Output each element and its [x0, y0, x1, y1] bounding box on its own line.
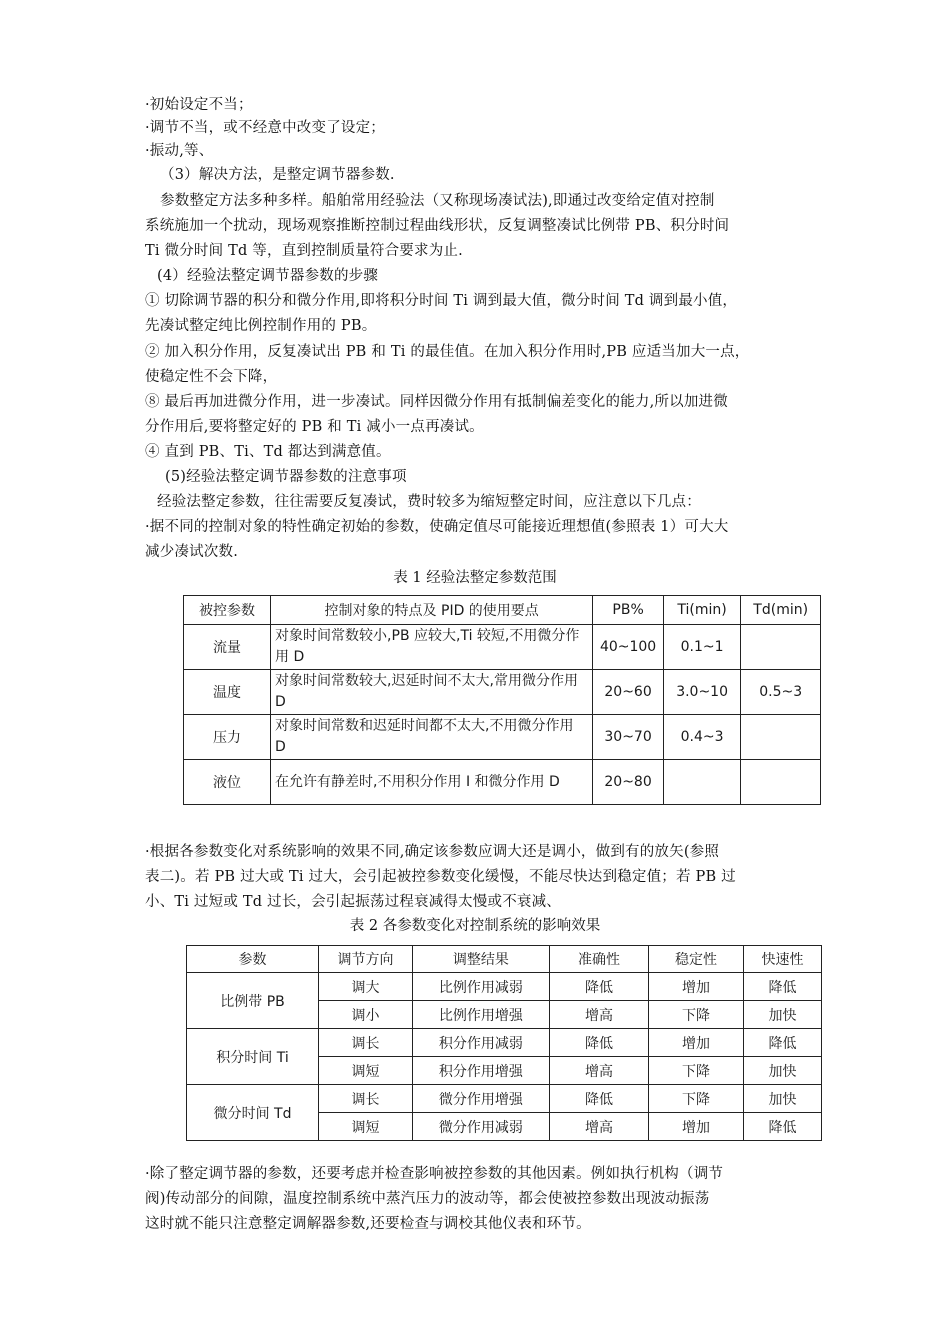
bullet-other-factors-line-3: 这时就不能只注意整定调解器参数,还要检查与调校其他仪表和环节。 — [145, 1216, 591, 1232]
table-1-header-row — [184, 596, 821, 625]
table-row — [184, 670, 821, 715]
table-1-pb: 30~70 — [593, 715, 664, 760]
table-2-result: 微分作用增强 — [412, 1085, 549, 1113]
table-row — [184, 715, 821, 760]
table-2-header-cell: 准确性 — [549, 946, 648, 973]
table-2-direction: 调短 — [319, 1057, 413, 1085]
table-row — [187, 1029, 822, 1057]
table-1-td — [741, 760, 821, 805]
table-2-speed: 加快 — [744, 1085, 822, 1113]
paragraph-method-line-1: 参数整定方法多种多样。船舶常用经验法（又称现场凑试法),即通过改变给定值对控制 — [160, 193, 715, 209]
paragraph-method-line-2: 系统施加一个扰动，现场观察推断控制过程曲线形状，反复调整凑试比例带 PB、积分时间 — [145, 218, 730, 234]
table-2-direction: 调长 — [319, 1029, 413, 1057]
table-2-header-cell: 快速性 — [744, 946, 822, 973]
table-2-direction: 调短 — [319, 1113, 413, 1141]
section-4-heading: (4）经验法整定调节器参数的步骤 — [157, 268, 379, 284]
table-2-stability: 下降 — [648, 1085, 743, 1113]
table-2-accuracy: 降低 — [549, 1085, 648, 1113]
table-2-direction: 调长 — [319, 1085, 413, 1113]
table-2-accuracy: 降低 — [549, 973, 648, 1001]
table-1-td — [741, 625, 821, 670]
table-2-result: 积分作用减弱 — [412, 1029, 549, 1057]
table-2-param: 微分时间 Td — [187, 1085, 319, 1141]
table-2-param: 积分时间 Ti — [187, 1029, 319, 1085]
table-1-param-ranges — [183, 595, 821, 805]
table-2-param-effects — [186, 945, 822, 1141]
table-1-header-cell: 控制对象的特点及 PID 的使用要点 — [271, 596, 593, 625]
table-2-stability: 增加 — [648, 1029, 743, 1057]
paragraph-method-line-3: Ti 微分时间 Td 等，直到控制质量符合要求为止. — [145, 243, 463, 259]
bullet-vibration: ·振动,等、 — [145, 143, 214, 159]
step-2-line-2: 使稳定性不会下降， — [145, 369, 278, 385]
table-1-param: 压力 — [184, 715, 271, 760]
bullet-other-factors-line-1: ·除了整定调节器的参数，还要考虑并检查影响被控参数的其他因素。例如执行机构（调节 — [145, 1166, 724, 1182]
table-2-accuracy: 降低 — [549, 1029, 648, 1057]
table-2-speed: 加快 — [744, 1001, 822, 1029]
table-row — [187, 973, 822, 1001]
table-2-header-cell: 调整结果 — [412, 946, 549, 973]
table-1-header-cell: 被控参数 — [184, 596, 271, 625]
table-2-accuracy: 增高 — [549, 1057, 648, 1085]
table-1-pb: 20~60 — [593, 670, 664, 715]
table-1-ti: 0.4~3 — [663, 715, 741, 760]
step-1-line-1: ① 切除调节器的积分和微分作用,即将积分时间 Ti 调到最大值，微分时间 Td 调到最小值， — [145, 293, 738, 309]
table-row — [187, 1085, 822, 1113]
table-row — [184, 625, 821, 670]
table-2-header-row — [187, 946, 822, 973]
table-1-param: 温度 — [184, 670, 271, 715]
table-2-caption: 表 2 各参数变化对控制系统的影响效果 — [349, 918, 601, 934]
step-2-line-1: ② 加入积分作用，反复凑试出 PB 和 Ti 的最佳值。在加入积分作用时,PB 应适当加大一点， — [145, 344, 750, 360]
bullet-improper-adjustment: ·调节不当，或不经意中改变了设定； — [145, 120, 386, 136]
table-2-result: 比例作用增强 — [412, 1001, 549, 1029]
table-2-accuracy: 增高 — [549, 1113, 648, 1141]
table-1-ti — [663, 760, 741, 805]
table-2-stability: 增加 — [648, 1113, 743, 1141]
table-1-desc: 在允许有静差时,不用积分作用 I 和微分作用 D — [271, 760, 593, 805]
table-2-stability: 增加 — [648, 973, 743, 1001]
table-1-ti: 0.1~1 — [663, 625, 741, 670]
table-1-caption: 表 1 经验法整定参数范围 — [393, 570, 557, 586]
table-1-param: 液位 — [184, 760, 271, 805]
table-1-td: 0.5~3 — [741, 670, 821, 715]
table-1-desc: 对象时间常数和迟延时间都不太大,不用微分作用 D — [271, 715, 593, 760]
bullet-other-factors-line-2: 阀)传动部分的间隙，温度控制系统中蒸汽压力的波动等，都会使被控参数出现波动振荡 — [145, 1191, 710, 1207]
bullet-param-effects-line-3: 小、Ti 过短或 Td 过长，会引起振荡过程衰减得太慢或不衰减、 — [145, 894, 561, 910]
step-1-line-2: 先凑试整定纯比例控制作用的 PB。 — [145, 318, 377, 334]
table-2-result: 比例作用减弱 — [412, 973, 549, 1001]
bullet-param-effects-line-1: ·根据各参数变化对系统影响的效果不同,确定该参数应调大还是调小，做到有的放矢(参照 — [145, 844, 720, 860]
table-2-header-cell: 调节方向 — [319, 946, 413, 973]
table-1-param: 流量 — [184, 625, 271, 670]
table-1-header-cell: Td(min) — [741, 596, 821, 625]
table-2-speed: 降低 — [744, 1113, 822, 1141]
step-3-line-1: ⑧ 最后再加进微分作用，进一步凑试。同样因微分作用有抵制偏差变化的能力,所以加进微 — [145, 394, 728, 410]
table-2-accuracy: 增高 — [549, 1001, 648, 1029]
bullet-initial-params-line-1: ·据不同的控制对象的特性确定初始的参数，使确定值尽可能接近理想值(参照表 1）可大大 — [145, 519, 729, 535]
bullet-param-effects-line-2: 表二)。若 PB 过大或 Ti 过大，会引起被控参数变化缓慢，不能尽快达到稳定值；若 PB 过 — [145, 869, 736, 885]
table-1-ti: 3.0~10 — [663, 670, 741, 715]
section-5-heading: (5)经验法整定调节器参数的注意事项 — [165, 469, 407, 485]
table-2-speed: 加快 — [744, 1057, 822, 1085]
table-2-direction: 调大 — [319, 973, 413, 1001]
table-1-pb: 40~100 — [593, 625, 664, 670]
bullet-initial-params-line-2: 减少凑试次数. — [145, 544, 239, 560]
table-2-stability: 下降 — [648, 1057, 743, 1085]
table-2-speed: 降低 — [744, 1029, 822, 1057]
table-1-header-cell: Ti(min) — [663, 596, 741, 625]
table-1-desc: 对象时间常数较大,迟延时间不太大,常用微分作用 D — [271, 670, 593, 715]
table-1-td — [741, 715, 821, 760]
table-2-param: 比例带 PB — [187, 973, 319, 1029]
table-2-result: 积分作用增强 — [412, 1057, 549, 1085]
table-row — [184, 760, 821, 805]
table-1-desc: 对象时间常数较小,PB 应较大,Ti 较短,不用微分作用 D — [271, 625, 593, 670]
bullet-initial-setting: ·初始设定不当； — [145, 97, 253, 113]
paragraph-notes-intro: 经验法整定参数，往往需要反复凑试，费时较多为缩短整定时间，应注意以下几点： — [157, 494, 701, 510]
table-2-stability: 下降 — [648, 1001, 743, 1029]
table-2-header-cell: 稳定性 — [648, 946, 743, 973]
table-2-header-cell: 参数 — [187, 946, 319, 973]
table-1-header-cell: PB% — [593, 596, 664, 625]
table-2-result: 微分作用减弱 — [412, 1113, 549, 1141]
table-2-direction: 调小 — [319, 1001, 413, 1029]
table-1-pb: 20~80 — [593, 760, 664, 805]
step-3-line-2: 分作用后,要将整定好的 PB 和 Ti 减小一点再凑试。 — [145, 419, 484, 435]
section-3-heading: （3）解决方法，是整定调节器参数. — [160, 167, 395, 183]
table-2-speed: 降低 — [744, 973, 822, 1001]
step-4: ④ 直到 PB、Ti、Td 都达到满意值。 — [145, 444, 391, 460]
